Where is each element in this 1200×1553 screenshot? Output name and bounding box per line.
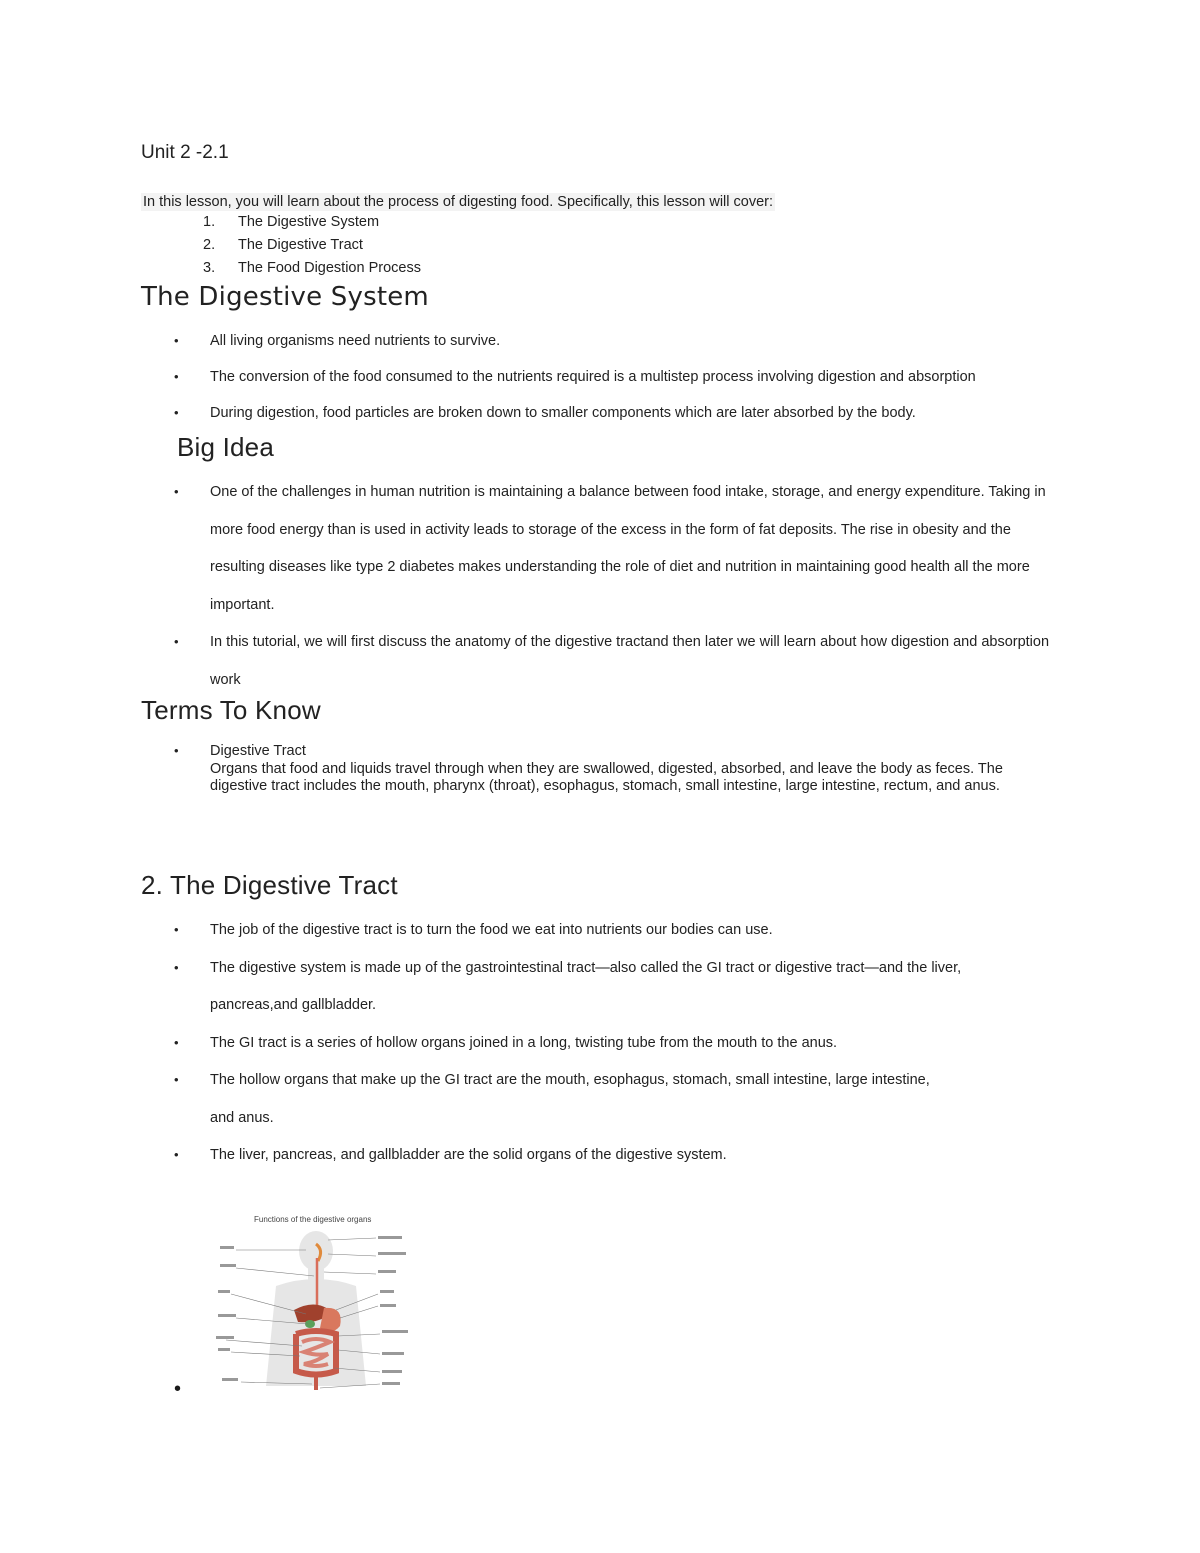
list-item: • The conversion of the food consumed to the nutrients required is a multistep process involving digestion and absorption [174,369,976,385]
bullet-icon: • [174,959,179,975]
lesson-intro: In this lesson, you will learn about the process of digesting food. Specifically, this lesson will cover: [143,194,773,210]
list-item: • In this tutorial, we will first discuss the anatomy of the digestive tractand then later we will learn about how digestion and absorption work [174,634,1050,688]
bullet-icon: • [174,405,179,420]
section-heading-digestive-tract: 2. The Digestive Tract [141,870,398,900]
section-heading-big-idea: Big Idea [177,432,275,462]
bullet-icon: • [174,1147,179,1162]
digestive-organs-icon [216,1206,416,1394]
term-name: Digestive Tract [210,743,306,759]
list-item: • The GI tract is a series of hollow organs joined in a long, twisting tube from the mouth to the anus. [174,1034,838,1051]
list-item: • One of the challenges in human nutrition is maintaining a balance between food intake, storage, and energy expenditure. Taking in more food energy than is used in activity leads to storage of the excess in the form of fat deposits. The rise in obesity and the resulting diseases like type 2 diabetes makes understanding the role of diet and nutrition in maintaining good health all the more important. [174,484,1046,613]
bullet-icon: • [174,1378,182,1400]
digestive-system-diagram [216,1206,416,1394]
list-item: • The job of the digestive tract is to turn the food we eat into nutrients our bodies can use. [174,922,773,938]
diagram-title: Functions of the digestive organs [254,1215,372,1224]
list-item: • The hollow organs that make up the GI tract are the mouth, esophagus, stomach, small intestine, large intestine, and anus. [174,1072,930,1126]
bullet-icon: • [174,369,179,384]
terms-list [174,743,1064,796]
section-heading-terms-to-know: Terms To Know [141,695,321,725]
digestive-system-bullets [174,333,1074,421]
list-item: 1. The Digestive System [203,214,380,230]
bullet-icon: • [174,743,179,758]
list-item: • The digestive system is made up of the gastrointestinal tract—also called the GI tract or digestive tract—and the liver, pancreas,and gallbladder. [174,959,962,1013]
bullet-icon: • [174,333,179,348]
bullet-icon: • [174,1072,179,1087]
unit-title: Unit 2 -2.1 [141,142,229,163]
term-definition: Organs that food and liquids travel through when they are swallowed, digested, absorbed, and leave the body as feces. The digestive tract includes the mouth, pharynx (throat), esophagus, stomach, small intestine, large intestine, rectum, and anus. [210,760,1003,794]
bullet-icon: • [174,1034,179,1050]
bullet-icon: • [174,484,179,499]
list-item [174,743,1064,796]
section-heading-digestive-system: The Digestive System [141,282,429,312]
lesson-topics-list [203,211,421,280]
big-idea-bullets [174,474,1054,699]
list-item: • All living organisms need nutrients to survive. [174,333,501,349]
digestive-tract-bullets [174,912,1054,1175]
bullet-icon: • [174,634,179,649]
list-item: 3. The Food Digestion Process [203,260,421,276]
bullet-icon: • [174,922,179,937]
list-item: • The liver, pancreas, and gallbladder are the solid organs of the digestive system. [174,1147,727,1163]
list-item: • During digestion, food particles are broken down to smaller components which are later absorbed by the body. [174,405,916,421]
list-item: 2. The Digestive Tract [203,237,363,253]
